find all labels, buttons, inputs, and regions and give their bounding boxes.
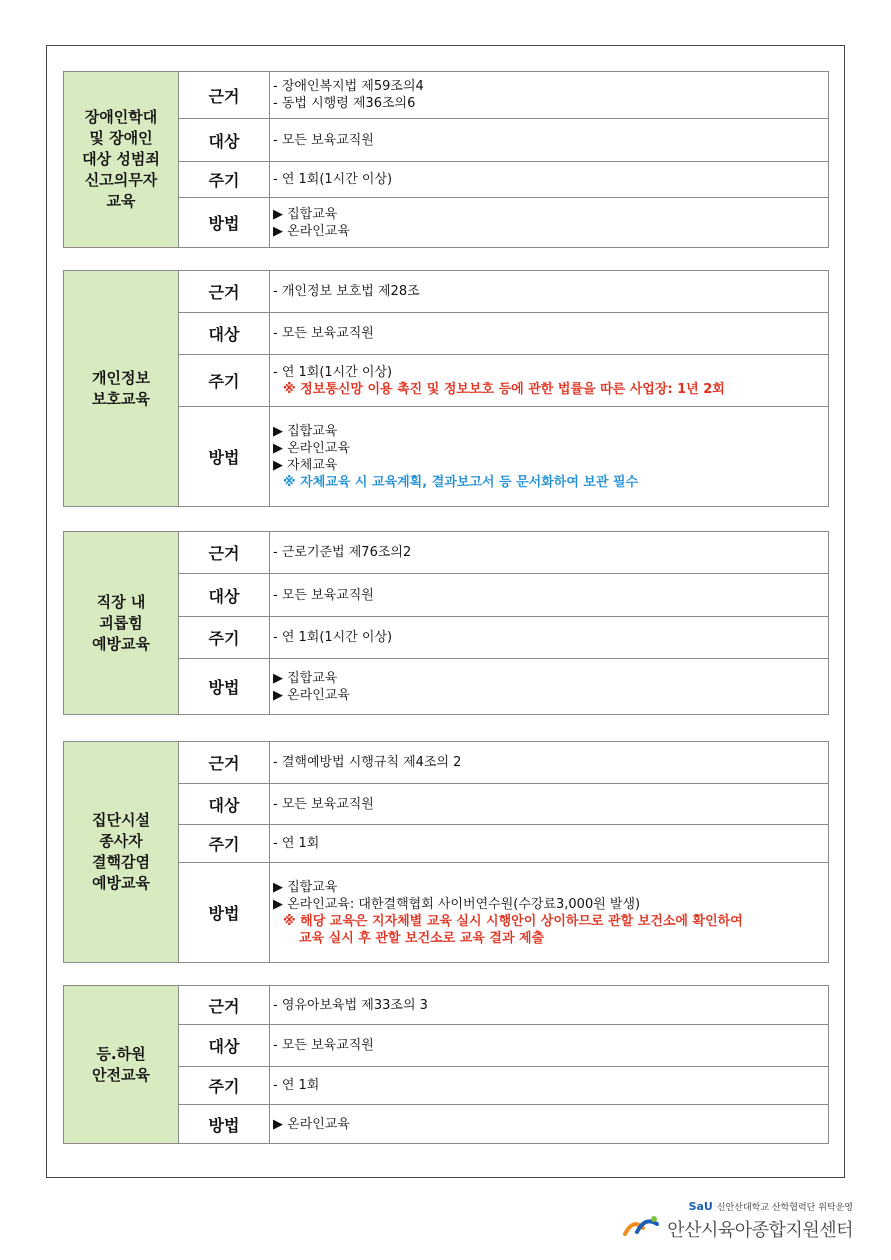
sau-brand: SaU [688, 1200, 713, 1213]
basis-value: - 결핵예방법 시행규칙 제4조의 2 [270, 742, 829, 784]
target-value: - 모든 보육교직원 [270, 1025, 829, 1067]
cycle-value: - 연 1회 [270, 825, 829, 863]
target-value: - 모든 보육교직원 [270, 313, 829, 355]
label-method: 방법 [179, 198, 270, 248]
label-target: 대상 [179, 119, 270, 162]
label-cycle: 주기 [179, 162, 270, 198]
method-value: ▶ 집합교육 ▶ 온라인교육 ▶ 자체교육 ※ 자체교육 시 교육계획, 결과보고서 등 문서화하여 보관 필수 [270, 407, 829, 507]
label-target: 대상 [179, 574, 270, 617]
method-value: ▶ 집합교육 ▶ 온라인교육 [270, 659, 829, 715]
section-disability-abuse [63, 71, 829, 248]
label-method: 방법 [179, 863, 270, 963]
cycle-value: - 연 1회(1시간 이상) ※ 정보통신망 이용 촉진 및 정보보호 등에 관한 법률을 따른 사업장: 1년 2회 [270, 355, 829, 407]
method-note: ※ 자체교육 시 교육계획, 결과보고서 등 문서화하여 보관 필수 [283, 474, 639, 490]
footer-title: 안산시육아종합지원센터 [667, 1220, 853, 1241]
label-cycle: 주기 [179, 355, 270, 407]
method-note: ※ 해당 교육은 지자체별 교육 실시 시행안이 상이하므로 관할 보건소에 확인하여 [283, 913, 743, 929]
section-privacy [63, 270, 829, 507]
section-commute-safety [63, 985, 829, 1144]
label-cycle: 주기 [179, 1067, 270, 1105]
category-cell: 등.하원 안전교육 [64, 986, 179, 1144]
label-basis: 근거 [179, 532, 270, 574]
target-value: - 모든 보육교직원 [270, 574, 829, 617]
label-target: 대상 [179, 313, 270, 355]
label-method: 방법 [179, 1105, 270, 1144]
cycle-note: ※ 정보통신망 이용 촉진 및 정보보호 등에 관한 법률을 따른 사업장: 1년 2회 [283, 381, 725, 397]
label-basis: 근거 [179, 271, 270, 313]
category-cell: 직장 내 괴롭힘 예방교육 [64, 532, 179, 715]
basis-value: - 근로기준법 제76조의2 [270, 532, 829, 574]
section-harassment [63, 531, 829, 715]
label-basis: 근거 [179, 72, 270, 119]
target-value: - 모든 보육교직원 [270, 119, 829, 162]
label-cycle: 주기 [179, 617, 270, 659]
footer-branding [613, 1196, 853, 1242]
basis-value: - 영유아보육법 제33조의 3 [270, 986, 829, 1025]
cycle-value: - 연 1회 [270, 1067, 829, 1105]
cycle-value: - 연 1회(1시간 이상) [270, 162, 829, 198]
category-cell: 개인정보 보호교육 [64, 271, 179, 507]
center-logo-icon [623, 1214, 661, 1238]
target-value: - 모든 보육교직원 [270, 784, 829, 825]
cycle-value: - 연 1회(1시간 이상) [270, 617, 829, 659]
section-tuberculosis [63, 741, 829, 963]
category-cell: 집단시설 종사자 결핵감염 예방교육 [64, 742, 179, 963]
label-basis: 근거 [179, 986, 270, 1025]
label-method: 방법 [179, 407, 270, 507]
footer-subtitle: SaU 신안산대학교 산학협력단 위탁운영 [688, 1200, 853, 1213]
basis-value: - 개인정보 보호법 제28조 [270, 271, 829, 313]
label-target: 대상 [179, 784, 270, 825]
basis-value: - 장애인복지법 제59조의4 - 동법 시행령 제36조의6 [270, 72, 829, 119]
label-basis: 근거 [179, 742, 270, 784]
method-value: ▶ 집합교육 ▶ 온라인교육 [270, 198, 829, 248]
label-method: 방법 [179, 659, 270, 715]
label-target: 대상 [179, 1025, 270, 1067]
method-value: ▶ 집합교육 ▶ 온라인교육: 대한결핵협회 사이버연수원(수강료3,000원 발생) ※ 해당 교육은 지자체별 교육 실시 시행안이 상이하므로 관할 보건소에 확인하여 교육 실시 후 관할 보건소로 교육 결과 제출 [270, 863, 829, 963]
category-cell: 장애인학대 및 장애인 대상 성범죄 신고의무자 교육 [64, 72, 179, 248]
method-value: ▶ 온라인교육 [270, 1105, 829, 1144]
label-cycle: 주기 [179, 825, 270, 863]
method-note-continued: 교육 실시 후 관할 보건소로 교육 결과 제출 [299, 930, 545, 946]
